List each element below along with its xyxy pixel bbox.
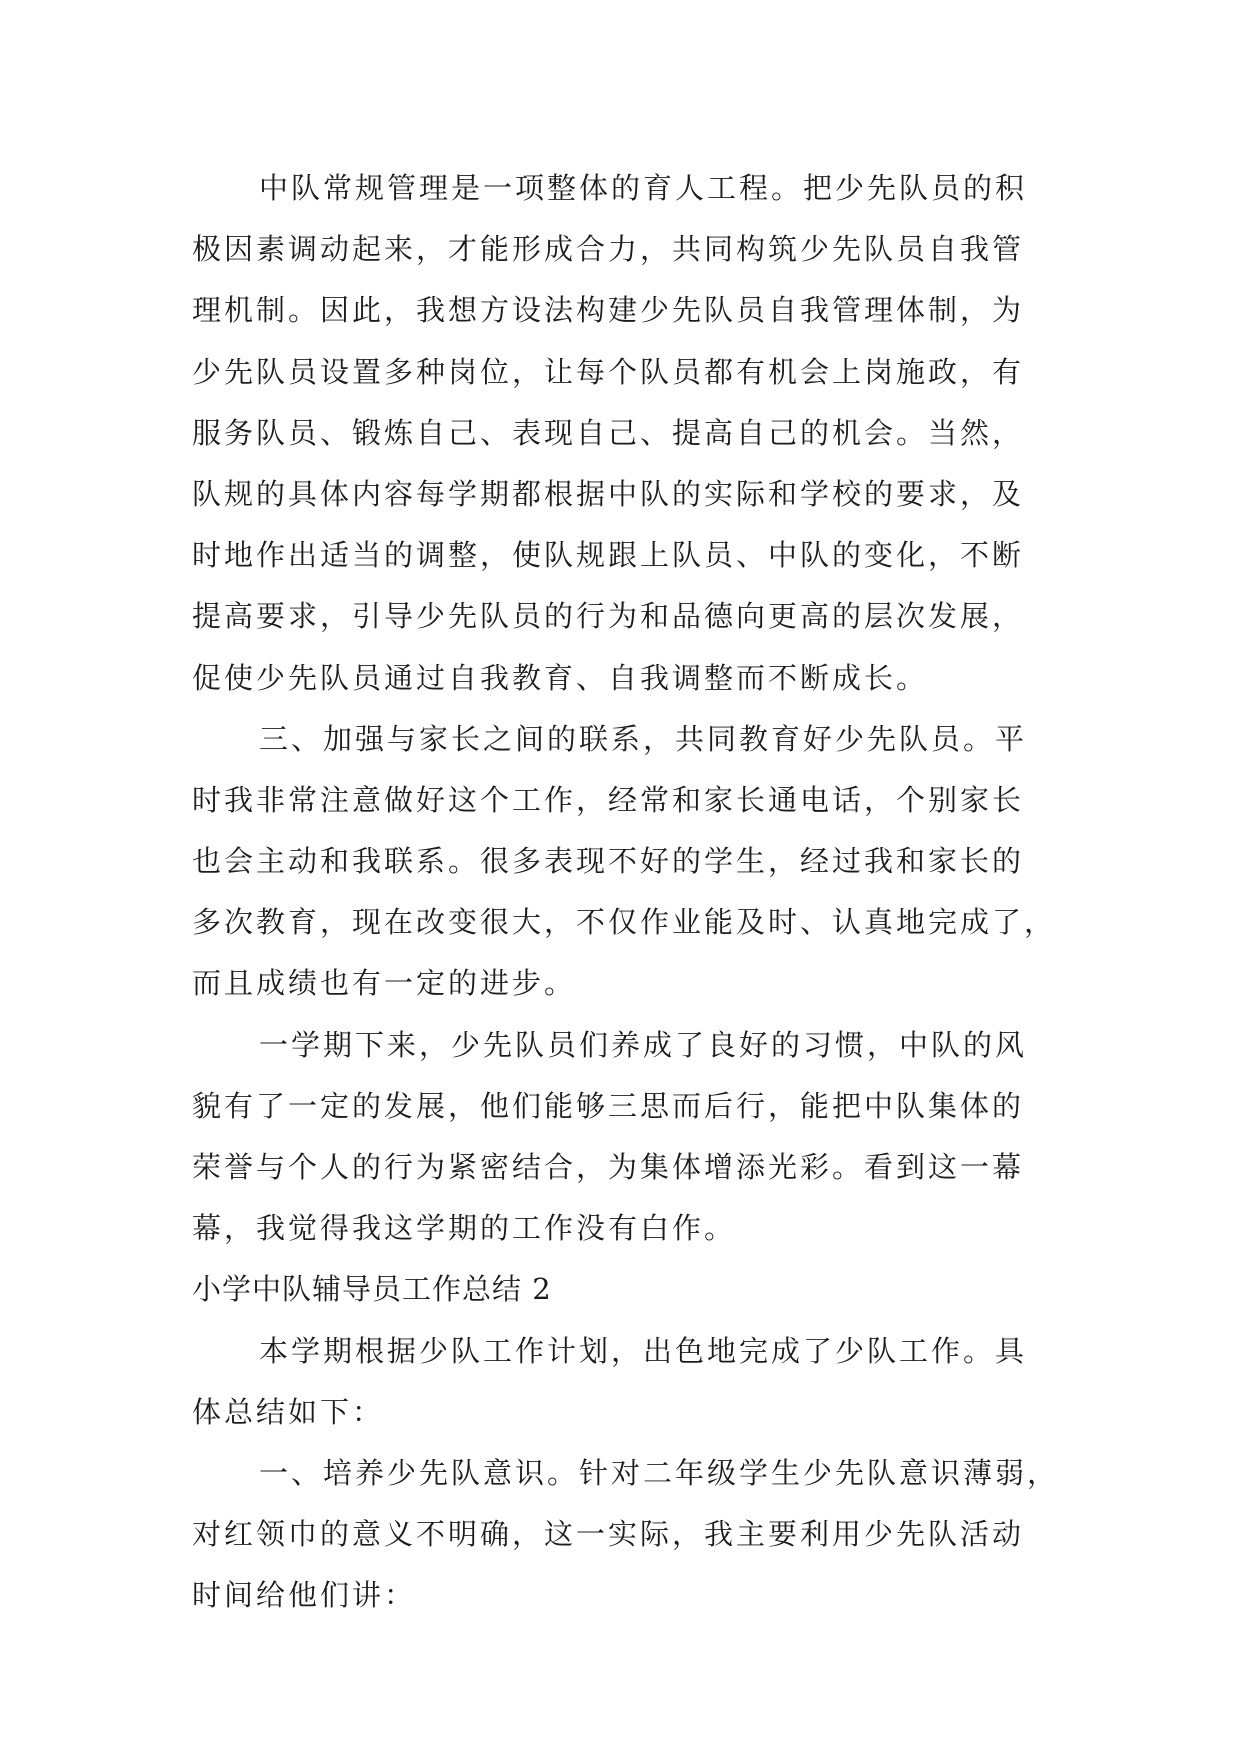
paragraph-line: 幕，我觉得我这学期的工作没有白作。 — [192, 1211, 737, 1246]
paragraph-line: 貌有了一定的发展，他们能够三思而后行，能把中队集体的 — [192, 1088, 1025, 1123]
paragraph-line: 理机制。因此，我想方设法构建少先队员自我管理体制，为 — [192, 293, 1025, 328]
paragraph-line: 促使少先队员通过自我教育、自我调整而不断成长。 — [192, 660, 929, 695]
paragraph-line: 一、培养少先队意识。针对二年级学生少先队意识薄弱， — [259, 1455, 1060, 1490]
paragraph-line: 时我非常注意做好这个工作，经常和家长通电话，个别家长 — [192, 782, 1025, 817]
paragraph-line: 荣誉与个人的行为紧密结合，为集体增添光彩。看到这一幕 — [192, 1150, 1025, 1184]
paragraph-line: 一学期下来，少先队员们养成了良好的习惯，中队的风 — [259, 1027, 1028, 1062]
document-body — [192, 158, 1072, 1627]
paragraph-line: 服务队员、锻炼自己、表现自己、提高自己的机会。当然， — [192, 415, 1025, 450]
paragraph-line: 时间给他们讲： — [192, 1578, 417, 1613]
paragraph-line: 也会主动和我联系。很多表现不好的学生，经过我和家长的 — [192, 844, 1025, 879]
paragraph-line: 而且成绩也有一定的进步。 — [192, 966, 577, 1001]
paragraph-line: 队规的具体内容每学期都根据中队的实际和学校的要求，及 — [192, 476, 1025, 511]
section-heading: 小学中队辅导员工作总结 2 — [192, 1272, 552, 1307]
paragraph-line: 本学期根据少队工作计划，出色地完成了少队工作。具 — [259, 1333, 1028, 1368]
paragraph-line: 中队常规管理是一项整体的育人工程。把少先队员的积 — [259, 171, 1028, 205]
paragraph-line: 对红领巾的意义不明确，这一实际，我主要利用少先队活动 — [192, 1517, 1025, 1552]
paragraph-line: 体总结如下： — [192, 1394, 385, 1429]
paragraph-line: 三、加强与家长之间的联系，共同教育好少先队员。平 — [259, 721, 1028, 756]
paragraph-line: 少先队员设置多种岗位，让每个队员都有机会上岗施政，有 — [192, 354, 1025, 389]
paragraph-line: 提高要求，引导少先队员的行为和品德向更高的层次发展， — [192, 599, 1025, 634]
paragraph-line: 时地作出适当的调整，使队规跟上队员、中队的变化，不断 — [192, 538, 1025, 573]
paragraph-line: 多次教育，现在改变很大，不仅作业能及时、认真地完成了， — [192, 905, 1057, 940]
paragraph-line: 极因素调动起来，才能形成合力，共同构筑少先队员自我管 — [192, 232, 1025, 267]
